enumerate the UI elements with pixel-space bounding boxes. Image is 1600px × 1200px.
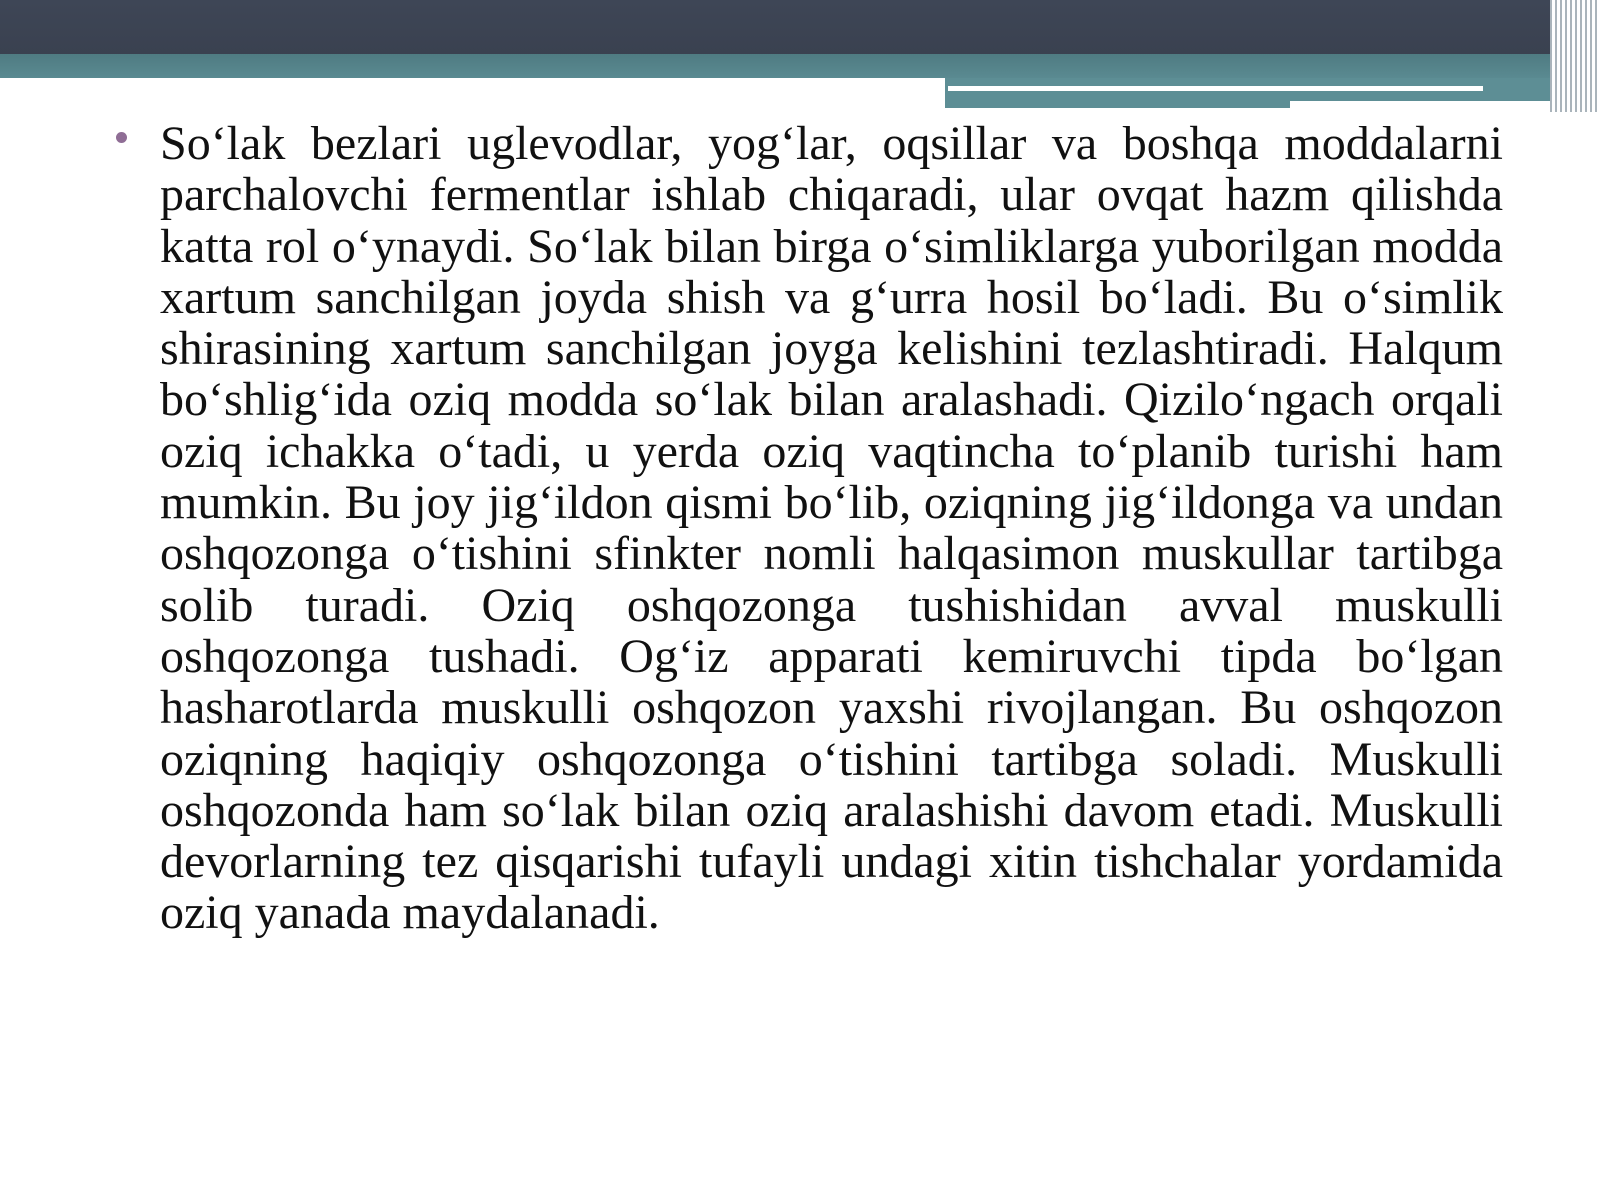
- header-accent-line-lower: [1290, 101, 1570, 108]
- header-stripes-decoration: [1550, 0, 1600, 112]
- header-dark-band: [0, 0, 1600, 54]
- slide-content: [115, 118, 1503, 1118]
- header-teal-band: [0, 54, 1570, 78]
- body-paragraph: So‘lak bezlari uglevodlar, yog‘lar, oqsillar va boshqa moddalarni parchalovchi fermentlar ishlab chiqaradi, ular ovqat hazm qilishda katta rol o‘ynaydi. So‘lak bilan birga o‘simliklarga yuborilgan modda xartum sanchilgan joyda shish va g‘urra hosil bo‘ladi. Bu o‘simlik shirasining xartum sanchilgan joyga kelishini tezlashtiradi. Halqum bo‘shlig‘ida oziq modda so‘lak bilan aralashadi. Qizilo‘ngach orqali oziq ichakka o‘tadi, u yerda oziq vaqtincha to‘planib turishi ham mumkin. Bu joy jig‘ildon qismi bo‘lib, oziqning jig‘ildonga va undan oshqozonga o‘tishini sfinkter nomli halqasimon muskullar tartibga solib turadi. Oziq oshqozonga tushishidan avval muskulli oshqozonga tushadi. Og‘iz apparati kemiruvchi tipda bo‘lgan hasharotlarda muskulli oshqozon yaxshi rivojlangan. Bu oshqozon oziqning haqiqiy oshqozonga o‘tishini tartibga soladi. Muskulli oshqozonda ham so‘lak bilan oziq aralashishi davom etadi. Muskulli devorlarning tez qisqarishi tufayli undagi xitin tishchalar yordamida oziq yanada maydalanadi.: [160, 117, 1503, 940]
- header-accent-line: [948, 86, 1483, 91]
- bullet-icon: [116, 132, 127, 143]
